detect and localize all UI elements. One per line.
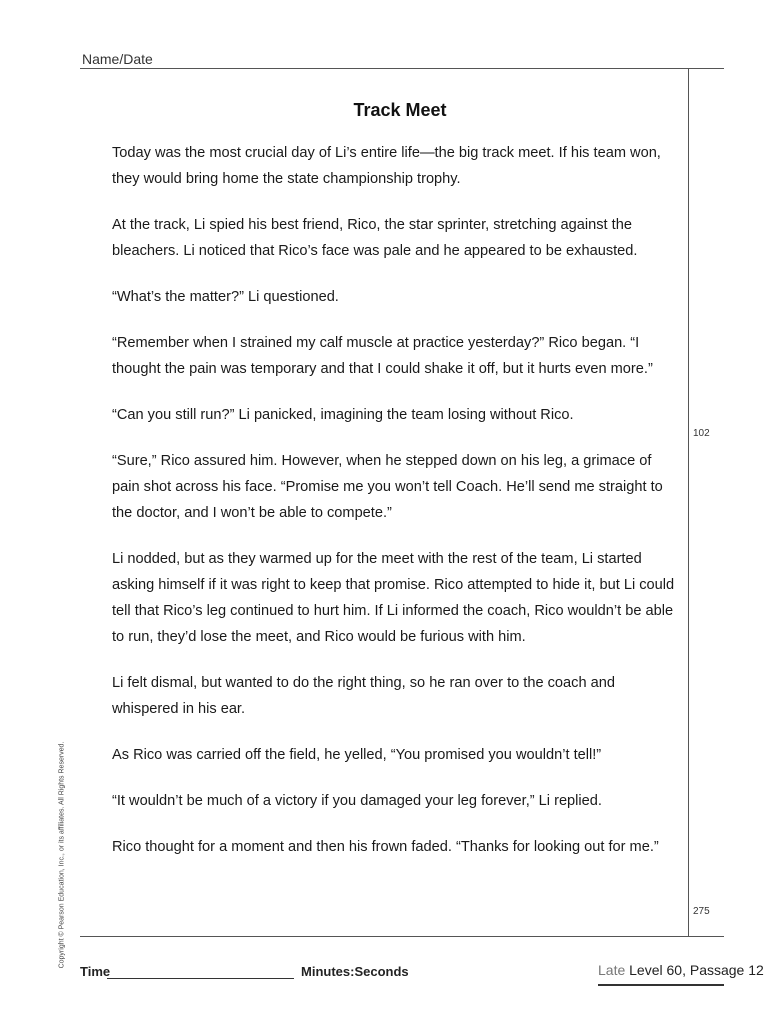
level-text: Level 60, Passage 12	[629, 962, 764, 978]
paragraph: As Rico was carried off the field, he yelled, “You promised you wouldn’t tell!”	[112, 747, 602, 763]
time-label: Time	[80, 964, 111, 979]
paragraph: “Remember when I strained my calf muscle at practice yesterday?” Rico began. “I thought the pain was temporary and that I could shake it off, but it hurts even more.”	[112, 335, 653, 377]
minutes-seconds-label: Minutes:Seconds	[301, 964, 409, 979]
bottom-rule	[80, 936, 724, 937]
top-rule	[80, 68, 724, 69]
passage-title: Track Meet	[353, 100, 447, 120]
paragraph: Rico thought for a moment and then his frown faded. “Thanks for looking out for me.”	[112, 839, 659, 855]
paragraph: “Sure,” Rico assured him. However, when he stepped down on his leg, a grimace of pain shot across his face. “Promise me you won’t tell Coach. He’ll send me straight to the doctor, and I won’t be able to compete.”	[112, 453, 663, 521]
level-passage-label	[598, 962, 764, 978]
paragraph: “Can you still run?” Li panicked, imagining the team losing without Rico.	[112, 407, 574, 423]
paragraph: At the track, Li spied his best friend, Rico, the star sprinter, stretching against the bleachers. Li noticed that Rico’s face was pale and he appeared to be exhausted.	[112, 217, 638, 259]
paragraph: “What’s the matter?” Li questioned.	[112, 289, 339, 305]
passage-body	[112, 140, 678, 880]
word-count-102: 102	[693, 428, 710, 439]
word-count-275: 275	[693, 906, 710, 917]
name-date-label: Name/Date	[82, 51, 153, 67]
level-underline	[598, 984, 724, 986]
copyright-notice: Copyright © Pearson Education, Inc., or its affiliates. All Rights Reserved.	[58, 741, 66, 969]
time-entry-line	[107, 978, 294, 979]
level-prefix: Late	[598, 962, 626, 978]
paragraph: Today was the most crucial day of Li’s entire life—the big track meet. If his team won, they would bring home the state championship trophy.	[112, 145, 661, 187]
paragraph: Li nodded, but as they warmed up for the meet with the rest of the team, Li started asking himself if it was right to keep that promise. Rico attempted to hide it, but Li could tell that Rico’s leg continued to hurt him. If Li informed the coach, Rico wouldn’t be able to run, they’d lose the meet, and Rico would be furious with him.	[112, 551, 675, 645]
right-margin-rule	[688, 68, 689, 936]
paragraph: “It wouldn’t be much of a victory if you damaged your leg forever,” Li replied.	[112, 793, 602, 809]
paragraph: Li felt dismal, but wanted to do the right thing, so he ran over to the coach and whispered in his ear.	[112, 675, 615, 717]
